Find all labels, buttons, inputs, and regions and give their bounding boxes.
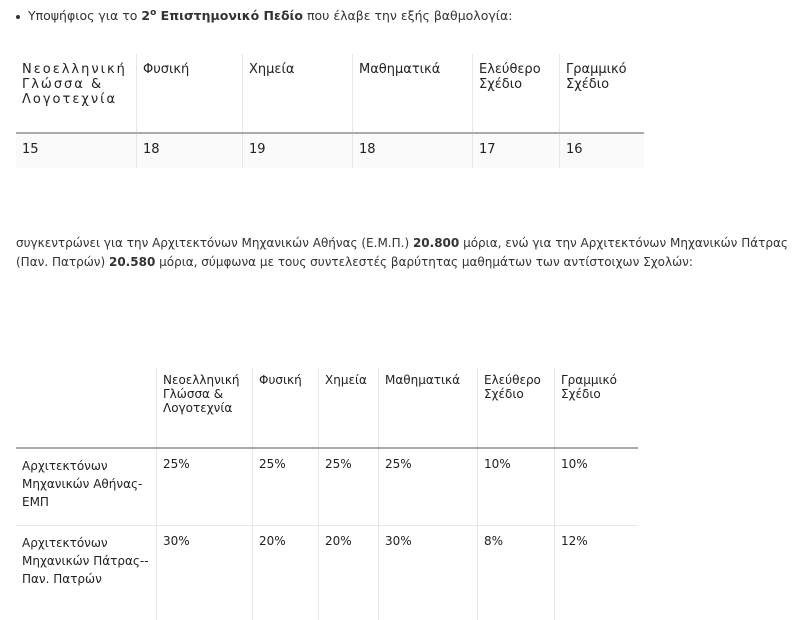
header-greek: Νεοελληνική Γλώσσα & Λογοτεχνία — [16, 54, 137, 133]
weights-row-patras — [16, 526, 638, 620]
weights-table — [16, 368, 638, 620]
grades-table — [16, 54, 644, 168]
intro-prefix: Υποψήφιος για το — [28, 8, 141, 23]
points-paragraph: συγκεντρώνει για την Αρχιτεκτόνων Μηχανικών Αθήνας (Ε.Μ.Π.) 20.800 μόρια, ενώ για την Αρχιτεκτόνων Μηχανικών Πάτρας (Παν. Πατρών) 20.580 μόρια, σύμφωνα με τους συντελεστές βαρύτητας μαθημάτων των αντίστοιχων Σχολών: — [16, 234, 791, 272]
weights-header-greek: Νεοελληνική Γλώσσα & Λογοτεχνία — [157, 368, 253, 448]
weight-chemistry: 25% — [319, 448, 379, 526]
weight-linear: 12% — [555, 526, 639, 620]
row-label-athens: Αρχιτεκτόνων Μηχανικών Αθήνας-ΕΜΠ — [16, 448, 157, 526]
weight-physics: 20% — [253, 526, 319, 620]
weights-header-linear: Γραμμικό Σχέδιο — [555, 368, 639, 448]
field-number: $2^o$ Επιστημονικό Πεδίο — [141, 8, 303, 23]
points-patras: 20.580 — [109, 255, 155, 269]
weights-header-chemistry: Χημεία — [319, 368, 379, 448]
grade-math: 18 — [353, 133, 473, 168]
points-athens: 20.800 — [413, 236, 459, 250]
grades-value-row — [16, 133, 644, 168]
header-linear: Γραμμικό Σχέδιο — [560, 54, 645, 133]
grade-chemistry: 19 — [243, 133, 353, 168]
header-physics: Φυσική — [137, 54, 243, 133]
weights-header-math: Μαθηματικά — [379, 368, 478, 448]
weight-freehand: 10% — [478, 448, 555, 526]
weights-header-physics: Φυσική — [253, 368, 319, 448]
weights-row-athens — [16, 448, 638, 526]
grade-physics: 18 — [137, 133, 243, 168]
header-chemistry: Χημεία — [243, 54, 353, 133]
weight-greek: 30% — [157, 526, 253, 620]
grades-header-row — [16, 54, 644, 133]
grade-linear: 16 — [560, 133, 645, 168]
grade-greek: 15 — [16, 133, 137, 168]
weight-linear: 10% — [555, 448, 639, 526]
header-math: Μαθηματικά — [353, 54, 473, 133]
weights-header-freehand: Ελεύθερο Σχέδιο — [478, 368, 555, 448]
weights-header-empty — [16, 368, 157, 448]
weight-physics: 25% — [253, 448, 319, 526]
weight-math: 30% — [379, 526, 478, 620]
grade-freehand: 17 — [473, 133, 560, 168]
bullet-icon — [16, 15, 20, 19]
weight-freehand: 8% — [478, 526, 555, 620]
intro-line — [16, 8, 512, 23]
weight-chemistry: 20% — [319, 526, 379, 620]
intro-suffix: που έλαβε την εξής βαθμολογία: — [303, 8, 512, 23]
weight-greek: 25% — [157, 448, 253, 526]
weight-math: 25% — [379, 448, 478, 526]
row-label-patras: Αρχιτεκτόνων Μηχανικών Πάτρας--Παν. Πατρών — [16, 526, 157, 620]
header-freehand: Ελεύθερο Σχέδιο — [473, 54, 560, 133]
weights-header-row — [16, 368, 638, 448]
